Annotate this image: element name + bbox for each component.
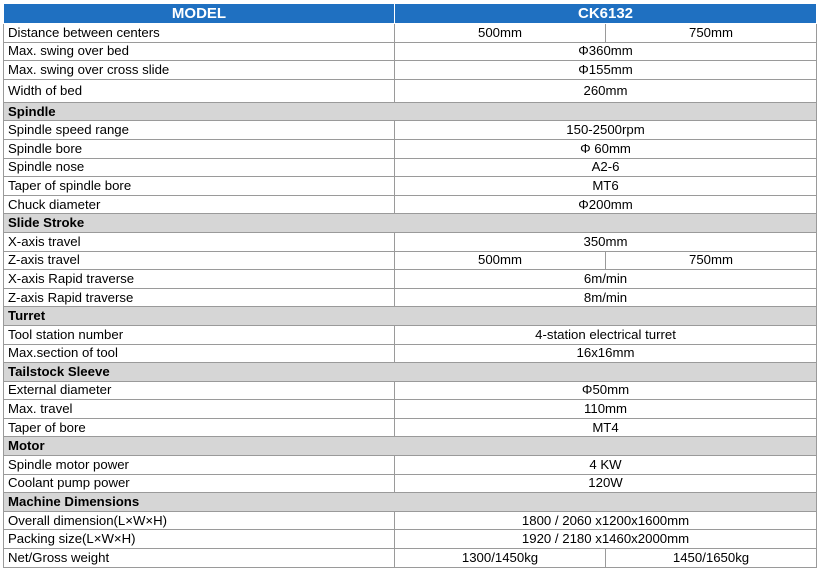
spec-row [4, 251, 817, 270]
spec-value: 110mm [395, 400, 817, 419]
spec-value: Φ 60mm [395, 139, 817, 158]
spec-label: Overall dimension(L×W×H) [4, 511, 395, 530]
spec-row [4, 344, 817, 363]
spec-label: Width of bed [4, 79, 395, 102]
spec-table [3, 3, 817, 568]
spec-row [4, 232, 817, 251]
spec-row [4, 195, 817, 214]
spec-label: Max. travel [4, 400, 395, 419]
section-title: Spindle [4, 102, 817, 121]
spec-value: Φ360mm [395, 42, 817, 61]
spec-label: Max. swing over cross slide [4, 61, 395, 80]
spec-value: 1800 / 2060 x1200x1600mm [395, 511, 817, 530]
spec-value: 4 KW [395, 456, 817, 475]
spec-value: 500mm [395, 24, 606, 43]
spec-label: Spindle nose [4, 158, 395, 177]
section-title: Turret [4, 307, 817, 326]
spec-value: 1450/1650kg [606, 549, 817, 568]
spec-label: Spindle motor power [4, 456, 395, 475]
spec-value: MT4 [395, 418, 817, 437]
spec-row [4, 42, 817, 61]
section-row [4, 437, 817, 456]
spec-value: Φ155mm [395, 61, 817, 80]
spec-label: X-axis Rapid traverse [4, 270, 395, 289]
spec-value: 750mm [606, 251, 817, 270]
spec-value: 150-2500rpm [395, 121, 817, 140]
spec-label: Max. swing over bed [4, 42, 395, 61]
spec-row [4, 400, 817, 419]
spec-label: Z-axis travel [4, 251, 395, 270]
section-title: Machine Dimensions [4, 493, 817, 512]
spec-label: External diameter [4, 381, 395, 400]
spec-table-body [4, 4, 817, 568]
spec-value: 6m/min [395, 270, 817, 289]
spec-row [4, 474, 817, 493]
spec-value: 8m/min [395, 288, 817, 307]
spec-value: A2-6 [395, 158, 817, 177]
spec-label: Z-axis Rapid traverse [4, 288, 395, 307]
spec-row [4, 121, 817, 140]
spec-label: Max.section of tool [4, 344, 395, 363]
spec-value: 120W [395, 474, 817, 493]
section-row [4, 214, 817, 233]
spec-value: 16x16mm [395, 344, 817, 363]
spec-label: Coolant pump power [4, 474, 395, 493]
spec-value: 500mm [395, 251, 606, 270]
model-value: CK6132 [395, 4, 817, 24]
spec-label: Spindle bore [4, 139, 395, 158]
section-title: Slide Stroke [4, 214, 817, 233]
spec-value: 1920 / 2180 x1460x2000mm [395, 530, 817, 549]
spec-label: Tool station number [4, 325, 395, 344]
section-row [4, 307, 817, 326]
spec-label: Distance between centers [4, 24, 395, 43]
spec-value: 750mm [606, 24, 817, 43]
spec-label: Taper of bore [4, 418, 395, 437]
spec-row [4, 61, 817, 80]
spec-value: Φ200mm [395, 195, 817, 214]
section-row [4, 102, 817, 121]
spec-row [4, 139, 817, 158]
spec-label: Chuck diameter [4, 195, 395, 214]
spec-value: 1300/1450kg [395, 549, 606, 568]
spec-row [4, 456, 817, 475]
spec-row [4, 270, 817, 289]
model-label: MODEL [4, 4, 395, 24]
spec-label: Taper of spindle bore [4, 177, 395, 196]
spec-value: 260mm [395, 79, 817, 102]
section-title: Tailstock Sleeve [4, 363, 817, 382]
spec-row [4, 381, 817, 400]
spec-row [4, 177, 817, 196]
spec-row [4, 24, 817, 43]
section-row [4, 363, 817, 382]
header-row [4, 4, 817, 24]
spec-row [4, 79, 817, 102]
spec-label: Spindle speed range [4, 121, 395, 140]
spec-value: Φ50mm [395, 381, 817, 400]
spec-row [4, 158, 817, 177]
spec-label: Packing size(L×W×H) [4, 530, 395, 549]
spec-label: X-axis travel [4, 232, 395, 251]
spec-row [4, 325, 817, 344]
section-row [4, 493, 817, 512]
spec-row [4, 418, 817, 437]
spec-row [4, 530, 817, 549]
section-title: Motor [4, 437, 817, 456]
spec-value: 4-station electrical turret [395, 325, 817, 344]
spec-row [4, 549, 817, 568]
spec-value: MT6 [395, 177, 817, 196]
spec-label: Net/Gross weight [4, 549, 395, 568]
spec-row [4, 511, 817, 530]
spec-value: 350mm [395, 232, 817, 251]
spec-row [4, 288, 817, 307]
